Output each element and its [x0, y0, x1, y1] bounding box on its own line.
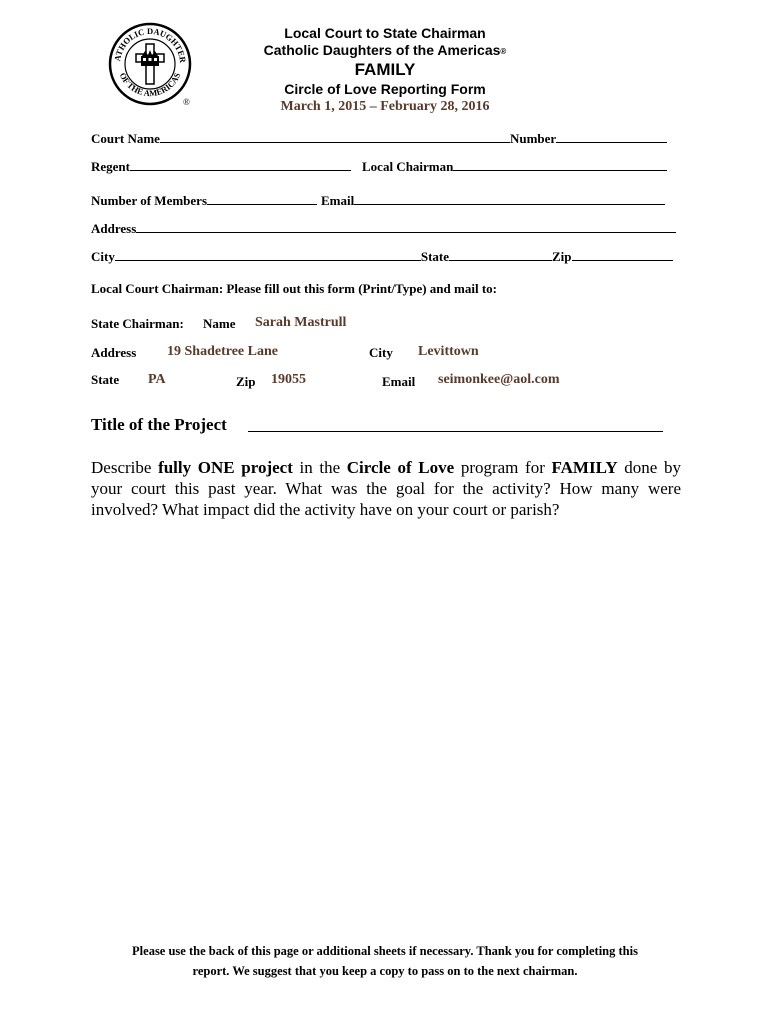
regent-field[interactable] — [130, 157, 351, 171]
address-label: Address — [91, 221, 137, 236]
number-of-members-label: Number of Members — [91, 193, 208, 208]
header-line-2: Catholic Daughters of the Americas® — [263, 42, 507, 58]
instruction-text: Local Court Chairman: Please fill out this form (Print/Type) and mail to: — [91, 281, 497, 296]
sc-city-label: City — [369, 345, 393, 360]
sc-state-value: PA — [148, 372, 166, 387]
address-row — [91, 219, 676, 237]
header-line-1: Local Court to State Chairman — [284, 25, 486, 41]
regent-label: Regent — [91, 159, 130, 174]
seal-registered-mark: ® — [183, 97, 190, 107]
footer-line-2: report. We suggest that you keep a copy to pass on to the next chairman. — [192, 964, 578, 978]
sc-name-label: Name — [203, 316, 236, 331]
local-chairman-label: Local Chairman — [362, 159, 454, 174]
state-label: State — [420, 249, 450, 264]
sc-email-value: seimonkee@aol.com — [438, 372, 560, 387]
court-name-row — [91, 129, 667, 147]
city-row — [91, 247, 673, 265]
sc-address-label: Address — [91, 345, 137, 360]
members-row — [91, 191, 665, 209]
sc-state-label: State — [91, 372, 120, 387]
header-date-range: March 1, 2015 – February 28, 2016 — [280, 99, 490, 114]
number-label: Number — [509, 131, 557, 146]
court-name-label: Court Name — [91, 131, 160, 146]
number-of-members-field[interactable] — [207, 191, 317, 205]
regent-row — [91, 157, 667, 175]
svg-text:CATHOLIC DAUGHTERS: ATHOLIC DAUGHTER — [112, 25, 189, 64]
seal-icon — [108, 22, 192, 106]
project-description: Describe fully ONE project in the Circle of Love program for FAMILY done by your court this past year. What was the goal for the activity? How many were involved? What impact did the activity have on your court or parish? — [91, 458, 681, 519]
registered-mark: ® — [500, 47, 507, 56]
sc-name-value: Sarah Mastrull — [255, 315, 347, 330]
city-label: City — [91, 249, 115, 264]
project-answer-area[interactable] — [91, 530, 681, 920]
number-field[interactable] — [556, 129, 667, 143]
sc-zip-value: 19055 — [271, 372, 306, 387]
state-field[interactable] — [449, 247, 552, 261]
email-label: Email — [321, 193, 355, 208]
header-form-title: Circle of Love Reporting Form — [284, 81, 486, 97]
state-chairman-label: State Chairman: — [91, 316, 184, 331]
local-chairman-field[interactable] — [453, 157, 667, 171]
court-name-field[interactable] — [160, 129, 510, 143]
city-field[interactable] — [115, 247, 421, 261]
svg-text:OF THE AMERICAS: OF THE AMERICAS — [117, 71, 183, 99]
sc-zip-label: Zip — [236, 374, 256, 389]
header-family: FAMILY — [354, 60, 416, 79]
footer-line-1: Please use the back of this page or additional sheets if necessary. Thank you for completing this — [132, 944, 638, 958]
cda-seal-logo — [108, 22, 192, 106]
project-title-field[interactable] — [248, 431, 663, 432]
sc-city-value: Levittown — [418, 344, 479, 359]
zip-field[interactable] — [572, 247, 673, 261]
sc-email-label: Email — [382, 374, 416, 389]
project-title-label: Title of the Project — [91, 415, 227, 434]
sc-address-value: 19 Shadetree Lane — [167, 344, 278, 359]
zip-label: Zip — [552, 249, 572, 264]
address-field[interactable] — [136, 219, 676, 233]
email-field[interactable] — [354, 191, 665, 205]
